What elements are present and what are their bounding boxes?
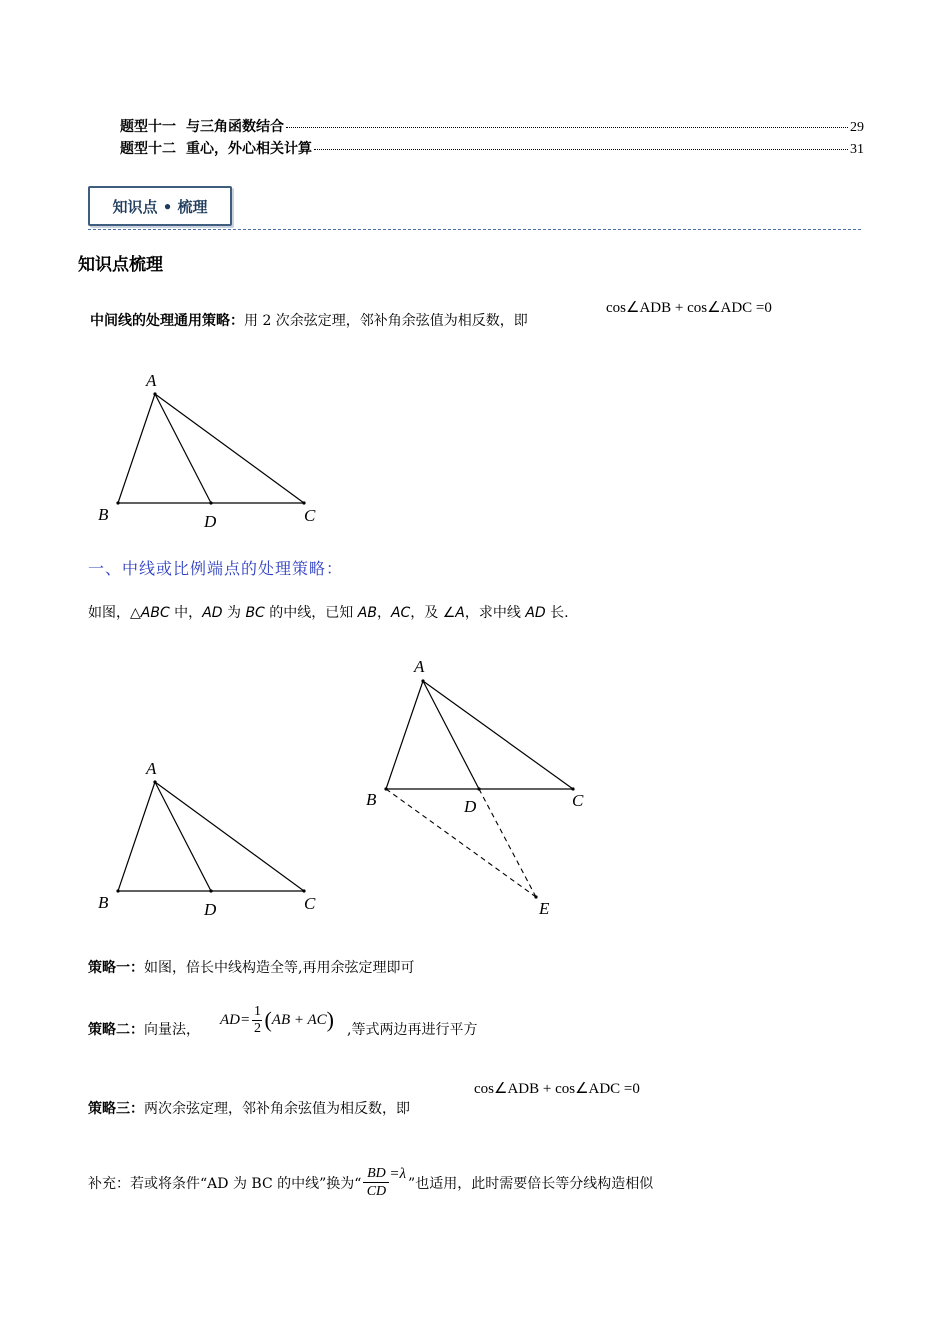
math-var: AD <box>525 605 546 621</box>
math-var: ∠A <box>442 605 465 621</box>
heading-one: 一、中线或比例端点的处理策略： <box>88 559 344 578</box>
strategy-general-formula: cos∠ADB + cos∠ADC =0 <box>606 300 772 316</box>
toc-label: 题型十二 <box>120 141 176 157</box>
text: ，及 <box>410 605 443 621</box>
strategy-2-text: 向量法， <box>144 1022 200 1038</box>
denominator: 2 <box>253 1020 261 1036</box>
toc-title: 与三角函数结合 <box>186 119 284 135</box>
label-B: B <box>98 893 109 912</box>
toc-page: 29 <box>850 120 864 135</box>
toc-leader <box>314 149 848 150</box>
section-title: 知识点梳理 <box>78 255 163 275</box>
dashed-divider <box>88 229 861 230</box>
section-badge: 知识点 • 梳理 <box>88 186 232 226</box>
math-var: AD <box>202 605 223 621</box>
label-C: C <box>304 894 316 913</box>
paren-close: ) <box>326 1007 334 1032</box>
label-B: B <box>366 790 377 809</box>
text: 中， <box>169 605 203 621</box>
strategy-2-tail: ,等式两边再进行平方 <box>347 1022 478 1038</box>
numerator: BD <box>367 1166 386 1181</box>
supplement-post: ”也适用，此时需要倍长等分线构造相似 <box>408 1175 654 1192</box>
strategy-general <box>90 310 528 330</box>
math-var: △ABC <box>130 605 170 621</box>
fraction-half <box>252 1004 262 1037</box>
triangle-figure-1 <box>90 368 340 538</box>
numerator: 1 <box>253 1003 261 1019</box>
label-D: D <box>204 900 217 919</box>
label-A: A <box>146 759 157 778</box>
strategy-1-text: 如图，倍长中线构造全等,再用余弦定理即可 <box>144 960 415 976</box>
vector-formula <box>220 997 334 1043</box>
ratio-fraction <box>363 1165 389 1200</box>
label-A: A <box>146 371 157 390</box>
strategy-3-label: 策略三： <box>88 1101 144 1117</box>
supplement <box>88 1165 653 1200</box>
strategy-1 <box>88 957 414 977</box>
text: 为 <box>222 605 246 621</box>
triangle-figure-extended <box>355 652 615 922</box>
label-D: D <box>464 797 477 816</box>
math-var: AC <box>390 605 411 621</box>
problem-statement <box>88 602 569 622</box>
text: 的中线，已知 <box>264 605 358 621</box>
strategy-1-label: 策略一： <box>88 960 144 976</box>
strategy-2-label: 策略二： <box>88 1022 144 1038</box>
toc-row[interactable] <box>120 116 864 136</box>
toc-label: 题型十一 <box>120 119 176 135</box>
strategy-general-label: 中间线的处理通用策略： <box>90 313 244 329</box>
strategy-2 <box>88 1019 200 1039</box>
strategy-3 <box>88 1098 410 1118</box>
math-var: BC <box>245 605 265 621</box>
vector-sum: AB + AC <box>271 1011 327 1028</box>
label-D: D <box>204 512 217 531</box>
text: ， <box>376 605 391 621</box>
vector-ad: AD <box>220 1011 240 1028</box>
toc-title: 重心，外心相关计算 <box>186 141 312 157</box>
label-C: C <box>572 791 584 810</box>
text: 长. <box>545 605 569 621</box>
label-A: A <box>414 657 425 676</box>
triangle-figure-2 <box>90 756 340 926</box>
strategy-general-text: 用 2 次余弦定理，邻补角余弦值为相反数，即 <box>244 313 528 329</box>
toc-leader <box>286 127 848 128</box>
ratio-lambda: =λ <box>389 1166 407 1182</box>
ratio-formula <box>363 1165 406 1200</box>
label-B: B <box>98 505 109 524</box>
equals: = <box>241 1011 250 1028</box>
text: ，求中线 <box>464 605 526 621</box>
label-C: C <box>304 506 316 525</box>
supplement-pre: 补充：若或将条件“AD 为 BC 的中线”换为“ <box>88 1175 362 1192</box>
denominator: CD <box>366 1184 387 1199</box>
strategy-3-text: 两次余弦定理，邻补角余弦值为相反数，即 <box>144 1101 410 1117</box>
math-var: AB <box>357 605 377 621</box>
label-E: E <box>539 899 550 918</box>
paren-open: ( <box>264 1007 272 1032</box>
toc-row[interactable] <box>120 138 864 158</box>
toc-page: 31 <box>850 142 864 157</box>
text: 如图， <box>88 605 130 621</box>
strategy-3-formula: cos∠ADB + cos∠ADC =0 <box>474 1081 640 1097</box>
